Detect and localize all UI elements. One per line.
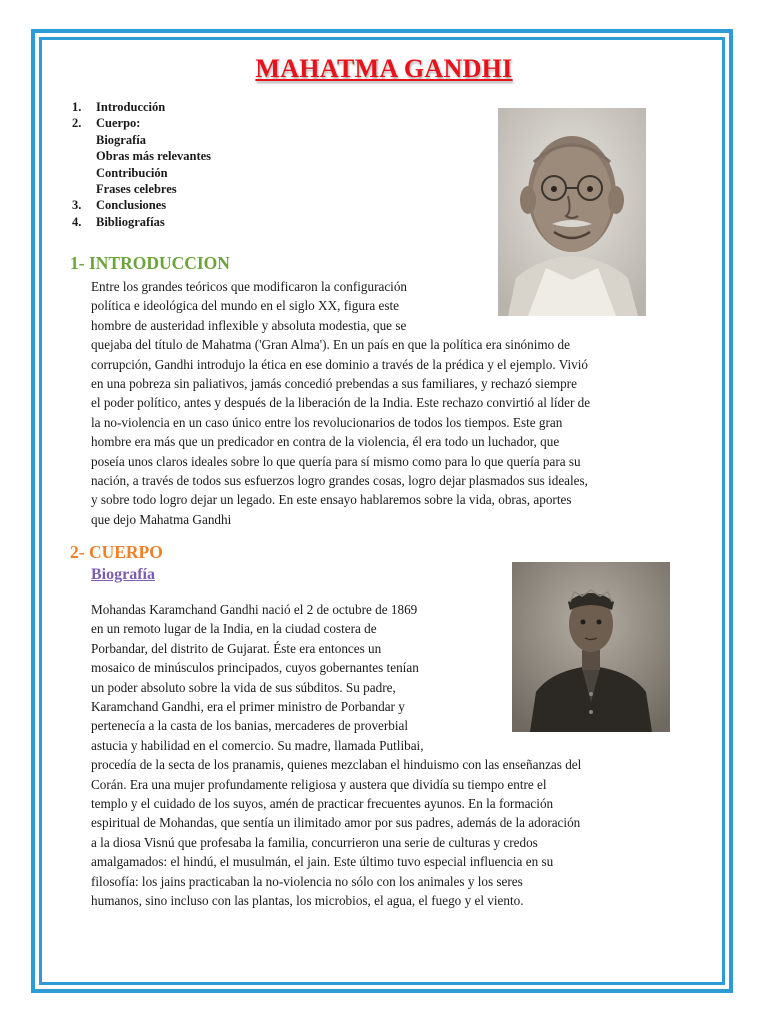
text-line: hombre de austeridad inflexible y absoluta modestia, que se [91,317,407,333]
text-line: Porbandar, del distrito de Gujarat. Éste era entonces un [91,640,382,656]
toc-subitem: Obras más relevantes [96,149,212,164]
text-line: Mohandas Karamchand Gandhi nació el 2 de octubre de 1869 [91,602,418,617]
text-line: quejaba del título de Mahatma ('Gran Alma'). En un país en que la política era sinónimo de [91,337,570,353]
toc-subitem: Contribución [96,165,168,180]
text-line: política e ideológica del mundo en el siglo XX, figura este [91,298,399,314]
text-line: en una pobreza sin paliativos, jamás concedió prebendas a sus familiares, y rechazó siempre [91,376,577,392]
text-line: espiritual de Mohandas, que sentía un ilimitado amor por sus padres, además de la adoración [91,815,581,831]
toc-item: 4. Bibliografías [72,214,165,229]
text-line: Entre los grandes teóricos que modificaron la configuración [91,279,408,294]
text-line: corrupción, Gandhi introdujo la ética en ese dominio a través de la prédica y el ejemplo. Vivió [91,356,588,372]
biografia-paragraph [91,600,581,911]
text-line: amalgamados: el hindú, el musulmán, el jain. Este último tuvo especial influencia en su [91,854,554,870]
text-line: filosofía: los jains practicaban la no-violencia no sólo con los animales y los seres [91,873,523,889]
text-line: que dejo Mahatma Gandhi [91,511,232,527]
text-line: templo y el cuidado de los suyos, amén de practicar frecuentes ayunos. En la formación [91,796,554,812]
text-line: mosaico de minúsculos principados, cuyos gobernantes tenían [91,660,419,676]
toc-subitem: Biografía [96,132,146,147]
text-line: procedía de la secta de los pranamis, quienes mezclaban el hinduismo con las enseñanzas del [91,757,582,773]
section-heading-introduccion: 1- INTRODUCCION [70,253,230,273]
text-line: y sobre todo logro dejar un legado. En este ensayo hablaremos sobre la vida, obras, aportes [91,492,572,508]
text-line: humanos, sino incluso con las plantas, los microbios, el agua, el fuego y el viento. [91,893,524,909]
text-line: a la diosa Visnú que profesaba la familia, concurrieron una serie de culturas y credos [91,834,538,850]
text-line: la no-violencia en un caso único entre los revolucionarios de todos los tiempos. Este gran [91,414,563,430]
toc-item: 3. Conclusiones [72,198,167,213]
subsection-heading-biografia: Biografía [91,566,155,583]
text-line: astucia y habilidad en el comercio. Su madre, llamada Putlibai, [91,737,424,753]
text-line: hombre era más que un predicador en contra de la violencia, él era todo un luchador, que [91,434,560,450]
toc-item: 2. Cuerpo: [72,116,141,131]
toc-subitem: Frases celebres [96,182,177,197]
text-line: poseía unos claros ideales sobre lo que quería para sí mismo como para lo que quería para su [91,453,581,469]
intro-paragraph [91,277,590,529]
text-line: en un remoto lugar de la India, en la ciudad costera de [91,621,377,637]
text-line: un poder absoluto sobre la vida de sus súbditos. Su padre, [91,679,396,695]
table-of-contents [72,99,211,230]
text-line: nación, a través de todos sus esfuerzos logro grandes cosas, logro dejar plasmados sus ideales, [91,473,588,489]
document-title: MAHATMA GANDHI [255,54,513,83]
text-line: Corán. Era una mujer profundamente religiosa y austera que dividía su tiempo entre el [91,776,547,792]
text-line: Karamchand Gandhi, era el primer ministro de Porbandar y [91,699,405,715]
text-line: el poder político, antes y después de la liberación de la India. Este rechazo convirtió al líder de [91,395,591,411]
section-heading-cuerpo: 2- CUERPO [70,542,163,562]
text-line: pertenecía a la casta de los banias, mercaderes de proverbial [91,718,409,734]
toc-item: 1. Introducción [72,100,166,114]
